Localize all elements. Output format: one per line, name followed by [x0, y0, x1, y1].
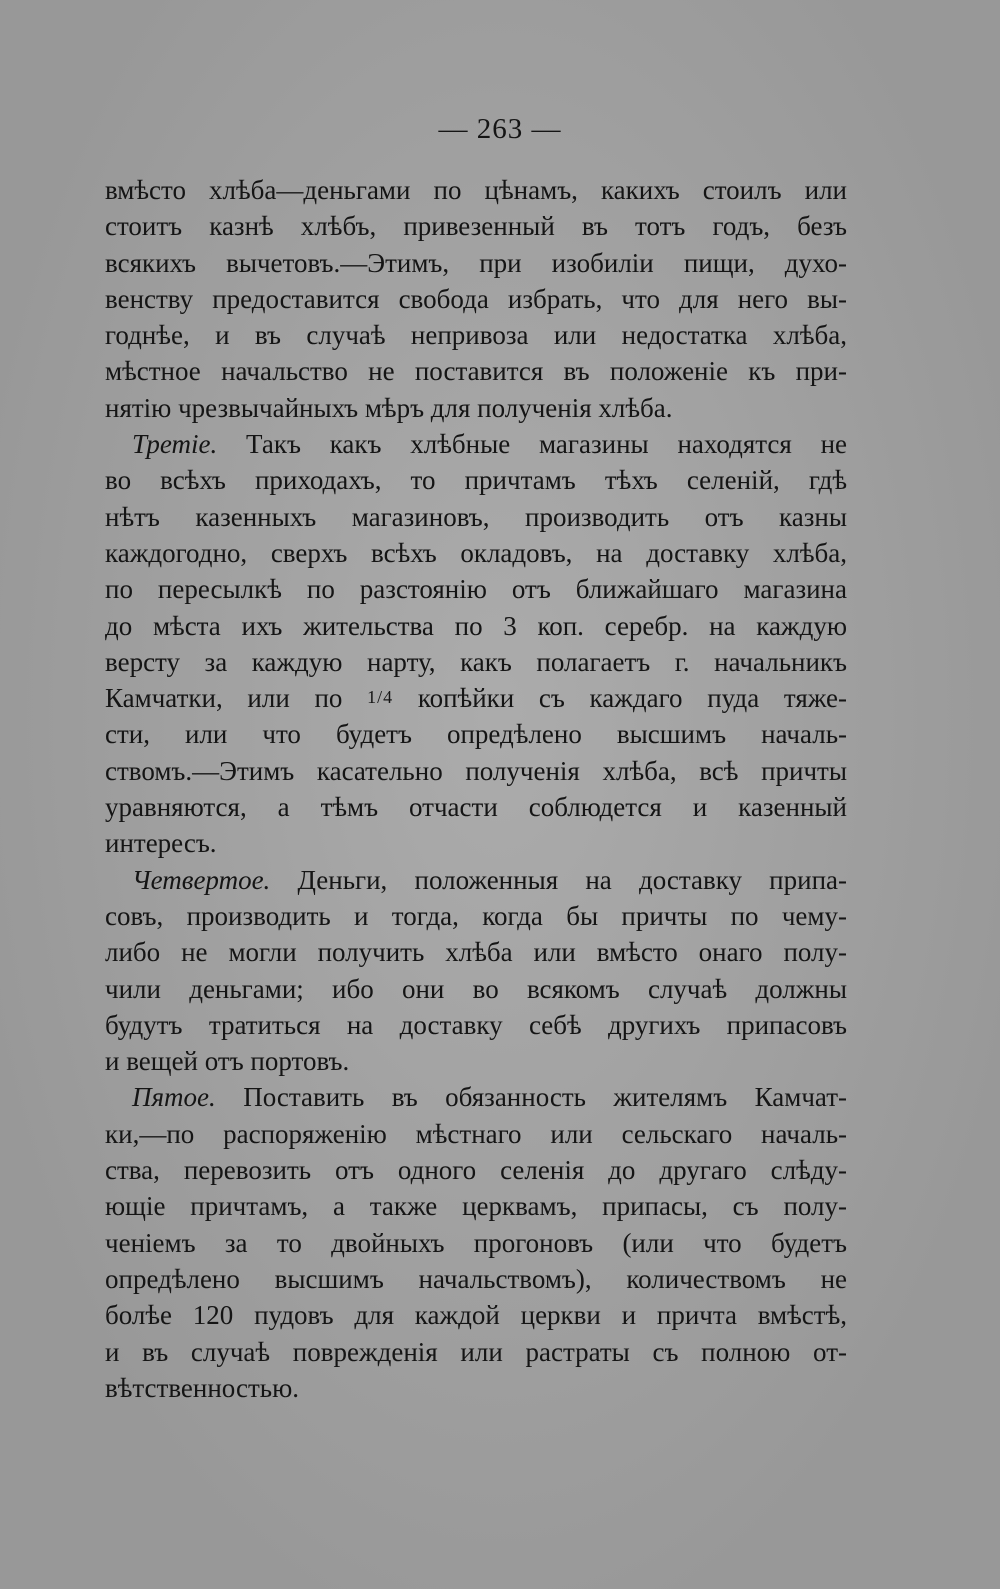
text-line: [105, 1188, 847, 1224]
text-line: [105, 281, 847, 317]
text-line: [105, 1152, 847, 1188]
page-number: — 263 —: [438, 113, 562, 145]
line-text: до мѣста ихъ жительства по 3 коп. серебр. на каждую: [105, 610, 847, 641]
text-line: [105, 644, 847, 680]
line-text: мѣстное начальство не поставится въ положеніе къ при-: [105, 356, 847, 387]
line-text: стоитъ казнѣ хлѣбъ, привезенный въ тотъ годъ, безъ: [105, 211, 847, 242]
line-text: Камчатки, или по: [105, 683, 343, 714]
line-text: и вещей отъ портовъ.: [105, 1046, 350, 1077]
section-heading-third: Третіе.: [132, 429, 218, 460]
line-text: и въ случаѣ поврежденія или растраты съ полною от-: [105, 1336, 847, 1367]
line-text: нѣтъ казенныхъ магазиновъ, производить отъ казны: [105, 501, 847, 532]
line-text: во всѣхъ приходахъ, то причтамъ тѣхъ селеній, гдѣ: [105, 465, 847, 496]
line-text: каждогодно, сверхъ всѣхъ окладовъ, на доставку хлѣба,: [105, 537, 847, 568]
section-heading-fifth: Пятое.: [132, 1082, 216, 1113]
paragraph-start-fourth: [105, 862, 847, 898]
line-text: ющіе причтамъ, а также церквамъ, припасы, съ полу-: [105, 1191, 847, 1222]
line-text: всякихъ вычетовъ.—Этимъ, при изобиліи пищи, духо-: [105, 247, 847, 278]
line-text: интересъ.: [105, 828, 217, 859]
body-text: [105, 172, 847, 1406]
line-text: Такъ какъ хлѣбные магазины находятся не: [246, 429, 847, 460]
text-line: [105, 1225, 847, 1261]
text-line: [105, 1007, 847, 1043]
line-text: вмѣсто хлѣба—деньгами по цѣнамъ, какихъ стоилъ или: [105, 175, 847, 205]
text-line: [105, 716, 847, 752]
text-line: [105, 753, 847, 789]
paragraph-start-third: [105, 426, 847, 462]
text-line: [105, 1043, 847, 1079]
text-line: [105, 390, 847, 426]
line-text: годнѣе, и въ случаѣ непривоза или недостатка хлѣба,: [105, 320, 847, 351]
text-line: [105, 825, 847, 861]
line-text: копѣйки съ каждаго пуда тяже-: [417, 683, 848, 714]
line-text: ствомъ.—Этимъ касательно полученія хлѣба, всѣ причты: [105, 755, 847, 786]
line-text: болѣе 120 пудовъ для каждой церкви и причта вмѣстѣ,: [105, 1300, 847, 1331]
line-text: венству предоставится свобода избрать, что для него вы-: [105, 283, 847, 314]
line-text: ства, перевозить отъ одного селенія до другаго слѣду-: [105, 1155, 847, 1186]
text-line: [105, 1116, 847, 1152]
text-line: [105, 680, 847, 716]
text-line: [105, 317, 847, 353]
line-text: либо не могли получить хлѣба или вмѣсто онаго полу-: [105, 937, 847, 968]
text-line: [105, 208, 847, 244]
line-text: вѣтственностью.: [105, 1372, 299, 1403]
fraction: 1/4: [367, 687, 394, 708]
line-text: ки,—по распоряженію мѣстнаго или сельскаго началь-: [105, 1118, 847, 1149]
line-text: Деньги, положенныя на доставку припа-: [297, 864, 848, 895]
line-text: нятію чрезвычайныхъ мѣръ для полученія хлѣба.: [105, 392, 673, 423]
text-line: [105, 353, 847, 389]
line-text: уравняются, а тѣмъ отчасти соблюдется и казенный: [105, 792, 847, 823]
text-line: [105, 1334, 847, 1370]
text-line: [105, 971, 847, 1007]
line-text: по пересылкѣ по разстоянію отъ ближайшаго магазина: [105, 574, 847, 605]
line-text: версту за каждую нарту, какъ полагаетъ г. начальникъ: [105, 646, 847, 677]
text-line: [105, 1370, 847, 1406]
line-text: ченіемъ за то двойныхъ прогоновъ (или что будетъ: [105, 1227, 847, 1258]
text-line: [105, 499, 847, 535]
line-text: чили деньгами; ибо они во всякомъ случаѣ должны: [105, 973, 847, 1004]
text-line: [105, 934, 847, 970]
text-line: [105, 1261, 847, 1297]
line-text: сти, или что будетъ опредѣлено высшимъ началь-: [105, 719, 847, 750]
text-line: [105, 898, 847, 934]
section-heading-fourth: Четвертое.: [132, 864, 271, 895]
line-text: Поставить въ обязанность жителямъ Камчат-: [243, 1082, 848, 1113]
text-line: [105, 462, 847, 498]
text-line: [105, 1297, 847, 1333]
text-line: [105, 172, 847, 208]
line-text: будутъ тратиться на доставку себѣ другихъ припасовъ: [105, 1009, 847, 1040]
paragraph-start-fifth: [105, 1079, 847, 1115]
line-text: опредѣлено высшимъ начальствомъ), количествомъ не: [105, 1263, 847, 1294]
text-line: [105, 245, 847, 281]
text-line: [105, 789, 847, 825]
line-text: совъ, производить и тогда, когда бы причты по чему-: [105, 900, 847, 931]
text-line: [105, 608, 847, 644]
text-line: [105, 535, 847, 571]
text-line: [105, 571, 847, 607]
